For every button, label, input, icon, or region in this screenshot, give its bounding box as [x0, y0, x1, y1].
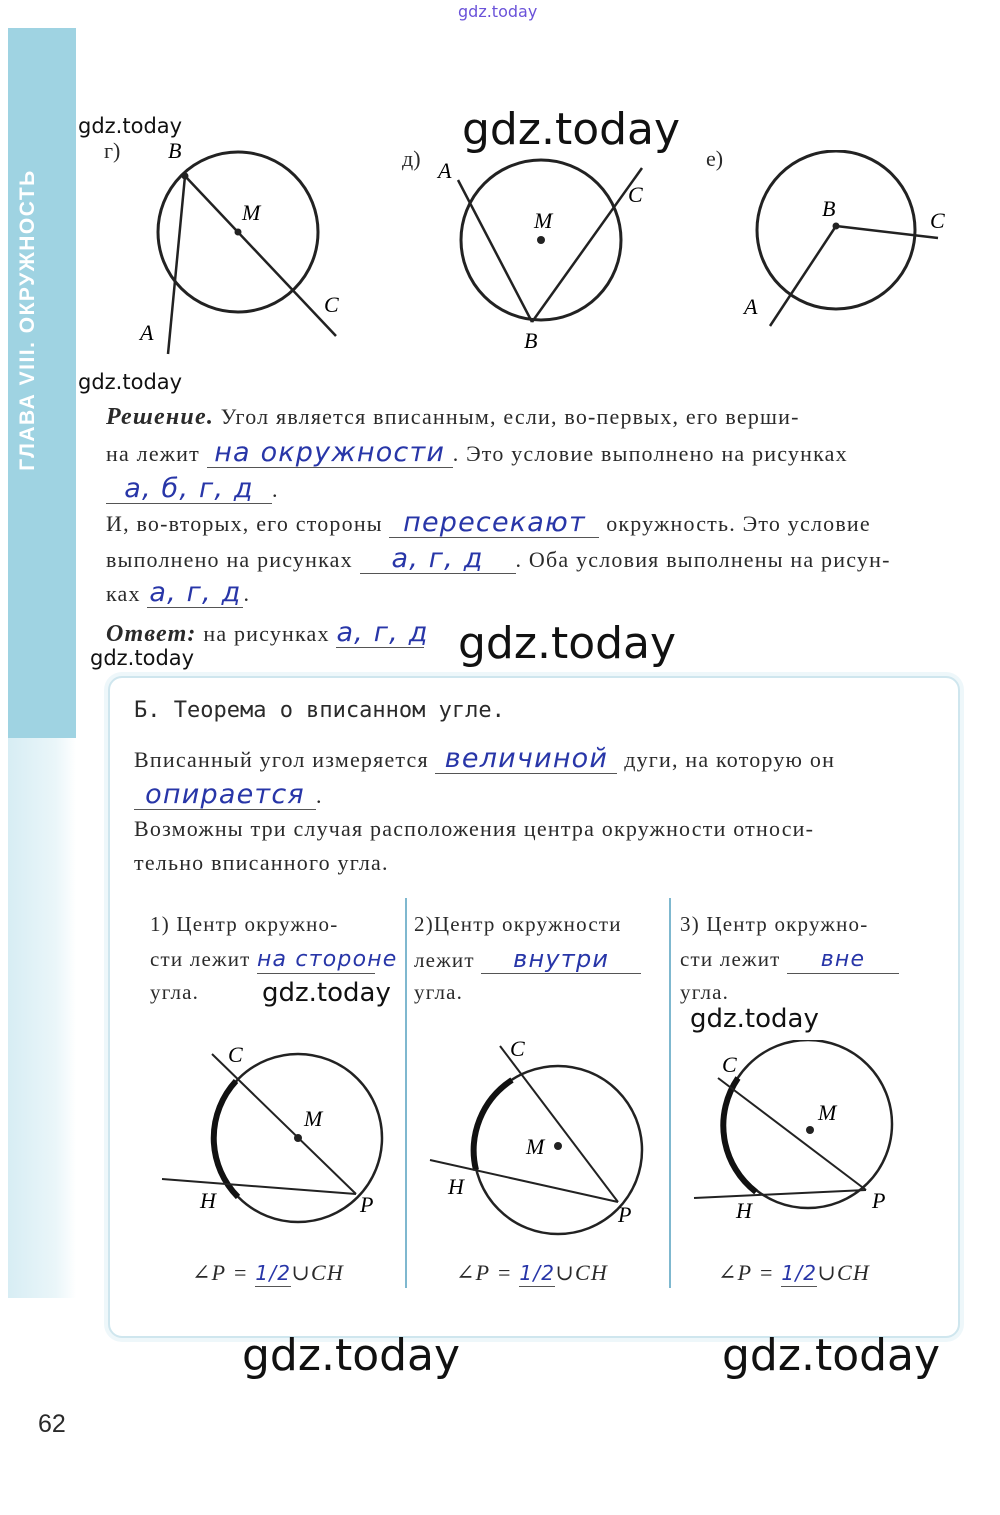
figure-d-label: д) — [402, 146, 421, 171]
watermark: gdz.today — [242, 1330, 461, 1381]
case-3-line-1: 3) Центр окружно- — [680, 912, 869, 936]
column-divider — [405, 898, 407, 1288]
case-3-line-3: угла. — [680, 980, 730, 1004]
point-label: H — [200, 1188, 216, 1213]
point-label: M — [534, 208, 553, 233]
point-label: M — [304, 1106, 323, 1131]
handwritten-answer: а, г, д — [391, 543, 484, 574]
figure-e — [730, 150, 960, 330]
solution-line-1 — [106, 404, 800, 431]
point-label: P — [872, 1188, 886, 1213]
case-2-line-3: угла. — [414, 980, 464, 1004]
figure-g-label: г) — [104, 138, 121, 163]
handwritten-answer: 1/2 — [519, 1261, 556, 1285]
theorem-box — [108, 676, 960, 1338]
point-label: M — [526, 1134, 545, 1159]
point-label: H — [448, 1174, 464, 1199]
solution-line-4: И, во-вторых, его стороны пересекают окружность. Это условие — [106, 507, 871, 538]
section-line-4: тельно вписанного угла. — [134, 850, 389, 875]
point-label: C — [510, 1036, 525, 1061]
solution-line-2: на лежит на окружности . Это условие выполнено на рисунках — [106, 437, 848, 468]
point-label: A — [438, 158, 452, 183]
point-label: C — [324, 292, 339, 317]
section-line-3: Возможны три случая расположения центра окружности относи- — [134, 816, 815, 841]
point-label: C — [722, 1052, 737, 1077]
section-line-2: опирается . — [134, 782, 323, 810]
case-2-diagram — [428, 1036, 668, 1236]
handwritten-answer: опирается — [145, 779, 305, 810]
handwritten-answer: внутри — [513, 945, 610, 973]
watermark-top: gdz.today — [458, 2, 538, 21]
point-label: A — [744, 294, 758, 319]
answer-line: Ответ: на рисунках а, г, д — [106, 617, 429, 648]
watermark: gdz.today — [90, 646, 195, 670]
case-1-formula: ∠P = 1/2∪CH — [192, 1260, 344, 1285]
case-2-line-1: 2)Центр окружности — [414, 912, 622, 936]
watermark: gdz.today — [78, 370, 183, 394]
column-divider — [669, 898, 671, 1288]
point-label: B — [524, 328, 538, 353]
handwritten-answer: вне — [820, 947, 866, 972]
solution-text: Угол является вписанным, если, во-первых, его верши- — [220, 404, 800, 429]
handwritten-answer: а, г, д — [149, 577, 242, 608]
watermark: gdz.today — [462, 104, 681, 155]
point-label: C — [930, 208, 945, 233]
solution-line-3: а, б, г, д . — [106, 476, 279, 504]
point-label: M — [818, 1100, 837, 1125]
watermark: gdz.today — [690, 1004, 819, 1034]
handwritten-answer: а, г, д — [336, 617, 429, 648]
point-label: H — [736, 1198, 752, 1223]
handwritten-answer: на стороне — [256, 947, 398, 972]
handwritten-answer: 1/2 — [255, 1261, 292, 1285]
solution-line-5: выполнено на рисунках а, г, д . Оба условия выполнены на рисун- — [106, 543, 891, 574]
case-3-formula: ∠P = 1/2∪CH — [718, 1260, 870, 1285]
handwritten-answer: 1/2 — [781, 1261, 818, 1285]
point-label: P — [360, 1192, 374, 1217]
watermark: gdz.today — [458, 618, 677, 669]
page-number: 62 — [38, 1410, 66, 1438]
handwritten-answer: величиной — [444, 743, 609, 774]
section-line-1: Вписанный угол измеряется величиной дуги, на которую он — [134, 743, 836, 774]
solution-heading: Решение. — [106, 404, 215, 430]
handwritten-answer: а, б, г, д — [124, 473, 254, 504]
answer-heading: Ответ: — [106, 621, 197, 647]
chapter-title: ГЛАВА VIII. ОКРУЖНОСТЬ — [16, 169, 39, 471]
watermark: gdz.today — [78, 114, 183, 138]
figure-g — [130, 140, 350, 370]
figure-d — [430, 150, 660, 360]
case-1-line-1: 1) Центр окружно- — [150, 912, 339, 936]
point-label: M — [242, 200, 261, 225]
section-title: Б. Теорема о вписанном угле. — [134, 698, 505, 723]
figure-e-label: е) — [706, 146, 724, 171]
point-label: C — [628, 182, 643, 207]
point-label: P — [618, 1202, 632, 1227]
point-label: C — [228, 1042, 243, 1067]
point-label: B — [168, 140, 182, 163]
watermark: gdz.today — [262, 978, 391, 1008]
case-2-formula: ∠P = 1/2∪CH — [456, 1260, 608, 1285]
case-1-line-2: сти лежит на стороне — [150, 947, 398, 972]
solution-line-6: ках а, г, д. — [106, 577, 251, 608]
case-3-line-2: сти лежит вне — [680, 946, 899, 974]
point-label: B — [822, 196, 836, 221]
watermark: gdz.today — [722, 1330, 941, 1381]
case-3-diagram — [690, 1040, 930, 1230]
case-2-line-2: лежит внутри — [414, 946, 641, 974]
handwritten-answer: пересекают — [403, 507, 586, 538]
case-1-diagram — [158, 1036, 398, 1226]
handwritten-answer: на окружности — [214, 437, 446, 468]
side-tab-gradient — [8, 738, 76, 1298]
point-label: A — [140, 320, 154, 345]
case-1-line-3: угла. — [150, 980, 200, 1004]
